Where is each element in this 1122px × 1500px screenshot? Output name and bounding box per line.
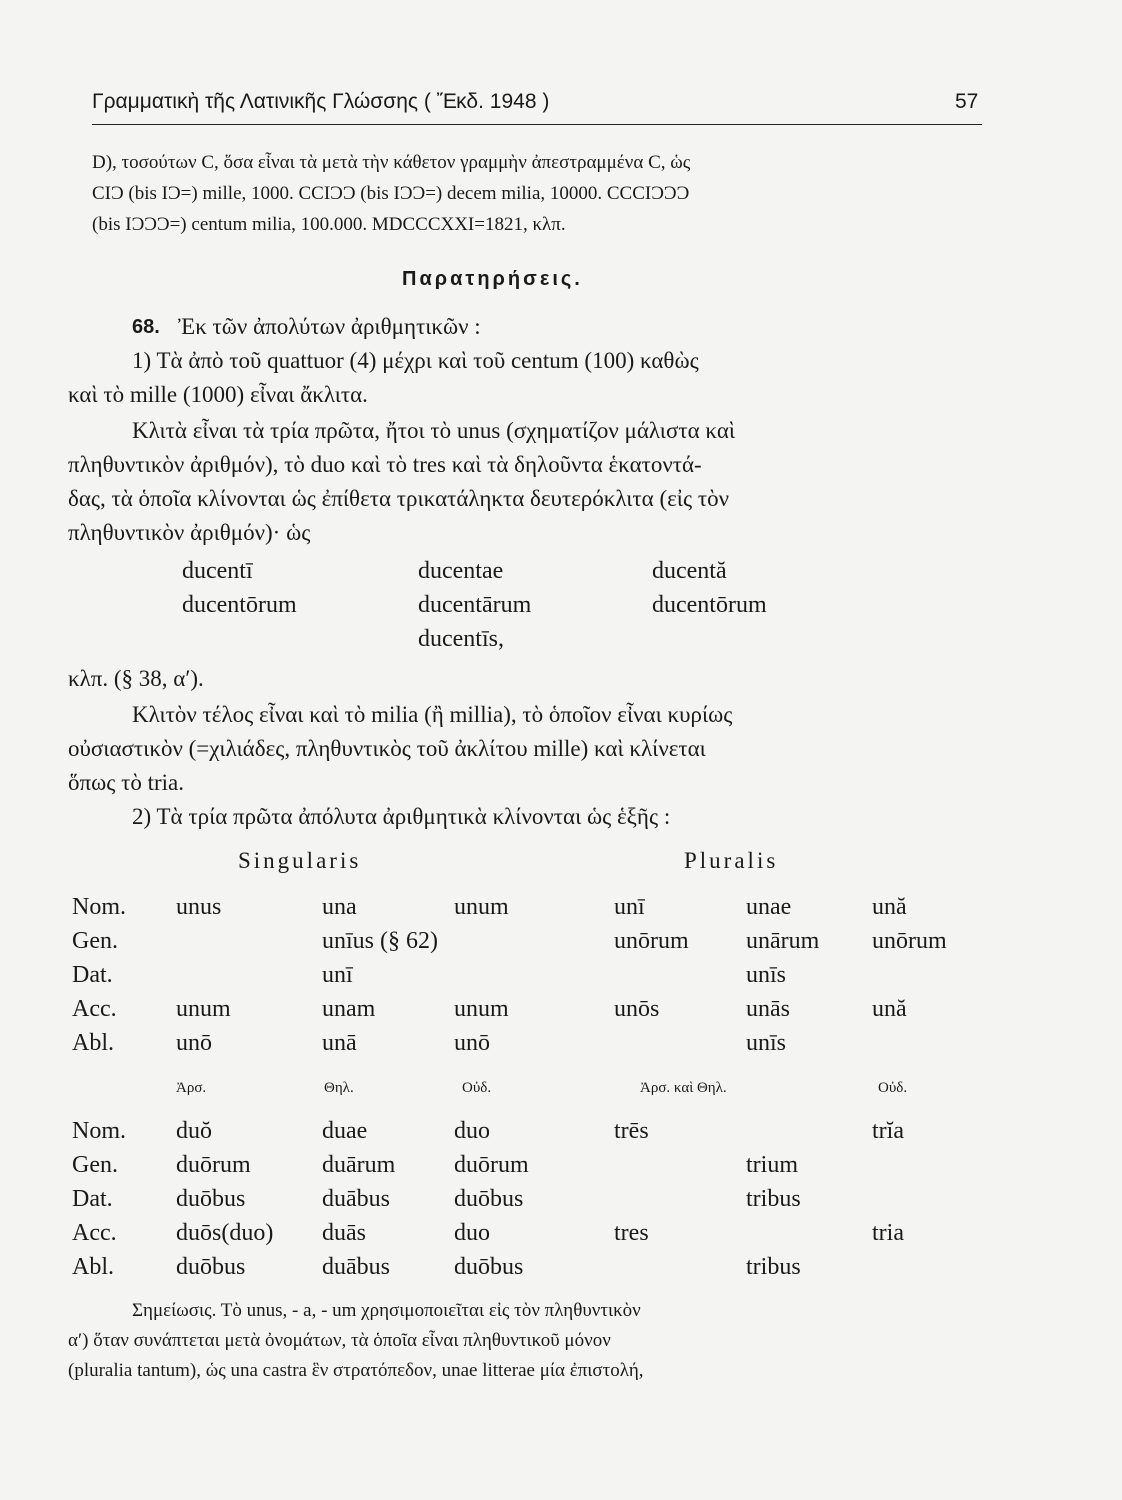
table-cell: unum	[454, 894, 509, 920]
gender-label: Θηλ.	[324, 1080, 354, 1096]
table-cell: unum	[454, 996, 509, 1022]
gender-label: Ἀρσ.	[176, 1080, 207, 1096]
case-label: Gen.	[72, 1152, 118, 1178]
intro-line: CIƆ (bis IƆ=) mille, 1000. CCIƆƆ (bis IƆƆ=) decem milia, 10000. CCCIƆƆƆ	[92, 183, 690, 204]
case-label: Nom.	[72, 894, 126, 920]
case-label: Abl.	[72, 1030, 114, 1056]
table-cell: duŏ	[176, 1118, 212, 1144]
table-cell: duōbus	[176, 1186, 246, 1212]
table-cell: trēs	[614, 1118, 649, 1144]
table-cell: unō	[454, 1030, 490, 1056]
gender-label: Οὐδ.	[878, 1080, 908, 1096]
table-cell: unā	[322, 1030, 357, 1056]
body-line: 2) Τὰ τρία πρῶτα ἀπόλυτα ἀριθμητικὰ κλίνονται ὡς ἑξῆς :	[132, 804, 671, 829]
paradigm-word: ducentă	[652, 558, 727, 584]
table-cell: tribus	[746, 1254, 801, 1280]
column-group-pluralis: Pluralis	[684, 848, 779, 873]
table-cell: duōbus	[454, 1254, 524, 1280]
table-cell: ună	[872, 894, 907, 920]
page-number: 57	[955, 90, 979, 113]
paradigm-word: ducentōrum	[182, 592, 297, 618]
table-cell: duae	[322, 1118, 368, 1144]
body-line: πληθυντικὸν ἀριθμόν), τὸ duo καὶ τὸ tres καὶ τὰ δηλοῦντα ἑκατοντά-	[68, 452, 702, 477]
table-cell: unam	[322, 996, 376, 1022]
table-cell: duābus	[322, 1186, 390, 1212]
case-label: Abl.	[72, 1254, 114, 1280]
table-cell: duōs(duo)	[176, 1220, 274, 1246]
table-cell: duās	[322, 1220, 366, 1246]
paradigm-word: ducentae	[418, 558, 504, 584]
intro-line: (bis IƆƆƆ=) centum milia, 100.000. MDCCCXXI=1821, κλπ.	[92, 214, 566, 235]
table-cell: trĭa	[872, 1118, 904, 1144]
body-line: καὶ τὸ mille (1000) εἶναι ἄκλιτα.	[68, 382, 368, 407]
case-label: Dat.	[72, 962, 113, 988]
paragraph-heading: Ἐκ τῶν ἀπολύτων ἀριθμητικῶν :	[178, 314, 481, 339]
case-label: Nom.	[72, 1118, 126, 1144]
table-cell: unārum	[746, 928, 820, 954]
table-cell: unīus (§ 62)	[322, 928, 438, 954]
body-line: πληθυντικὸν ἀριθμόν)· ὡς	[68, 520, 311, 545]
body-line: δας, τὰ ὁποῖα κλίνονται ὡς ἐπίθετα τρικατάληκτα δευτερόκλιτα (εἰς τὸν	[68, 486, 729, 511]
body-line: ὅπως τὸ tria.	[68, 770, 184, 795]
section-title: Παρατηρήσεις.	[402, 268, 583, 290]
table-cell: unō	[176, 1030, 212, 1056]
table-cell: duōbus	[454, 1186, 524, 1212]
table-cell: unīs	[746, 1030, 787, 1056]
table-cell: unus	[176, 894, 222, 920]
table-cell: ună	[872, 996, 907, 1022]
table-cell: unī	[614, 894, 645, 920]
table-cell: unōrum	[614, 928, 689, 954]
gender-label: Ἀρσ. καὶ Θηλ.	[640, 1080, 727, 1096]
table-cell: unīs	[746, 962, 787, 988]
section-reference: κλπ. (§ 38, α′).	[68, 666, 204, 691]
table-cell: tribus	[746, 1186, 801, 1212]
paradigm-word: ducentī	[182, 558, 253, 584]
table-cell: unī	[322, 962, 353, 988]
table-cell: tres	[614, 1220, 649, 1246]
table-cell: unās	[746, 996, 790, 1022]
paradigm-word: ducentārum	[418, 592, 532, 618]
intro-line: D), τοσούτων C, ὅσα εἶναι τὰ μετὰ τὴν κάθετον γραμμὴν ἀπεστραμμένα C, ὡς	[92, 152, 691, 173]
body-line: 1) Τὰ ἀπὸ τοῦ quattuor (4) μέχρι καὶ τοῦ centum (100) καθὼς	[132, 348, 699, 373]
running-header: Γραμματικὴ τῆς Λατινικῆς Γλώσσης ( Ἔκδ. 1948 )	[92, 90, 550, 113]
table-cell: duābus	[322, 1254, 390, 1280]
body-line: οὐσιαστικὸν (=χιλιάδες, πληθυντικὸς τοῦ ἀκλίτου mille) καὶ κλίνεται	[68, 736, 706, 761]
case-label: Acc.	[72, 996, 117, 1022]
header-rule	[92, 124, 982, 125]
paradigm-word: ducentīs,	[418, 626, 504, 652]
note-line: Σημείωσις. Τὸ unus, - a, - um χρησιμοποιεῖται εἰς τὸν πληθυντικὸν	[132, 1300, 641, 1321]
table-cell: una	[322, 894, 357, 920]
note-line: α′) ὅταν συνάπτεται μετὰ ὀνομάτων, τὰ ὁποῖα εἶναι πληθυντικοῦ μόνον	[68, 1330, 611, 1351]
table-cell: duārum	[322, 1152, 396, 1178]
table-cell: tria	[872, 1220, 904, 1246]
case-label: Dat.	[72, 1186, 113, 1212]
paragraph-number: 68.	[132, 316, 160, 338]
table-cell: duo	[454, 1118, 490, 1144]
table-cell: duōrum	[454, 1152, 529, 1178]
paradigm-word: ducentōrum	[652, 592, 767, 618]
table-cell: trium	[746, 1152, 798, 1178]
case-label: Gen.	[72, 928, 118, 954]
table-cell: unōs	[614, 996, 660, 1022]
case-label: Acc.	[72, 1220, 117, 1246]
table-cell: unum	[176, 996, 231, 1022]
note-line: (pluralia tantum), ὡς una castra ἓν στρατόπεδον, unae litterae μία ἐπιστολή,	[68, 1360, 644, 1381]
table-cell: unōrum	[872, 928, 947, 954]
table-cell: duōrum	[176, 1152, 251, 1178]
column-group-singularis: Singularis	[238, 848, 362, 873]
table-cell: duōbus	[176, 1254, 246, 1280]
body-line: Κλιτὸν τέλος εἶναι καὶ τὸ milia (ἢ millia), τὸ ὁποῖον εἶναι κυρίως	[132, 702, 733, 727]
table-cell: duo	[454, 1220, 490, 1246]
body-line: Κλιτὰ εἶναι τὰ τρία πρῶτα, ἤτοι τὸ unus (σχηματίζον μάλιστα καὶ	[132, 418, 736, 443]
table-cell: unae	[746, 894, 792, 920]
gender-label: Οὐδ.	[462, 1080, 492, 1096]
